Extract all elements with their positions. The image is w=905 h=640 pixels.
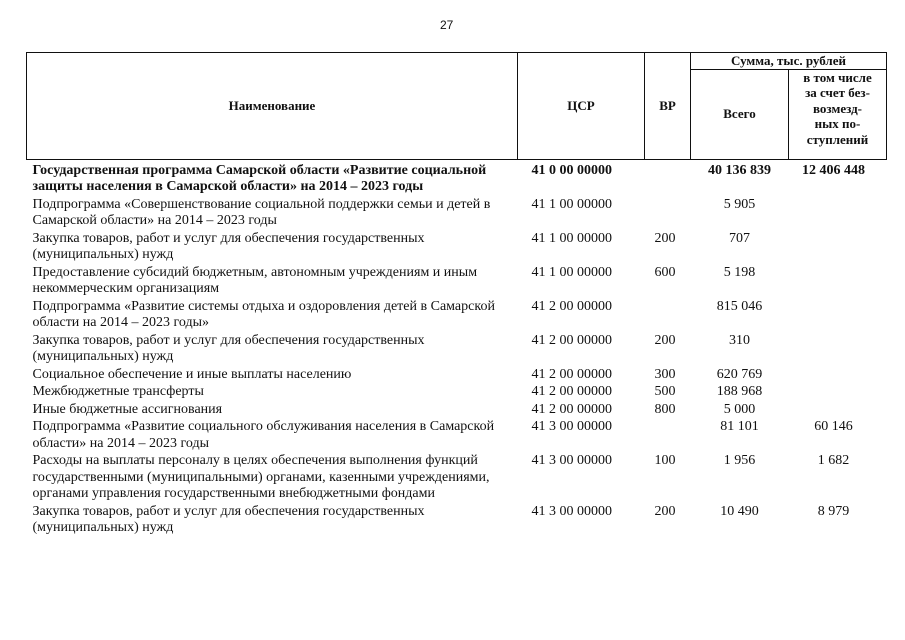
page-number: 27 [440, 18, 454, 32]
table-row [27, 419, 887, 453]
row-name: Иные бюджетные ассигнования [32, 401, 223, 417]
table-row [27, 453, 887, 504]
row-total: 10 490 [720, 503, 759, 519]
row-name: Закупка товаров, работ и услуг для обеспечения государственных (муниципальных) нужд [32, 503, 425, 535]
row-vr: 100 [654, 453, 676, 468]
table-row [27, 159, 887, 197]
row-vr: 600 [654, 264, 676, 280]
row-csr: 41 1 00 00000 [531, 230, 612, 246]
row-csr: 41 3 00 00000 [531, 503, 612, 519]
row-name: Государственная программа Самарской области «Развитие социальной защиты населения в Самарской области» на 2014 – 2023 годы [27, 159, 518, 197]
row-total: 1 956 [723, 453, 756, 468]
row-gratis [789, 402, 887, 420]
table-row [27, 231, 887, 265]
row-vr: 200 [654, 332, 676, 348]
row-vr: 200 [654, 503, 676, 519]
header-gratis-line: ступлений [806, 131, 869, 147]
row-name: Закупка товаров, работ и услуг для обеспечения государственных (муниципальных) нужд [32, 332, 425, 364]
row-csr: 41 1 00 00000 [531, 196, 612, 212]
row-name: Подпрограмма «Развитие социального обслуживания населения в Самарской области» на 2014 – 2023 годы [32, 419, 495, 451]
row-gratis [789, 384, 887, 402]
row-gratis: 12 406 448 [789, 159, 887, 197]
row-name: Расходы на выплаты персоналу в целях обеспечения выполнения функций государственными (муниципальными) органами, казенными учреждениями, органами управления государственными внебюджетными фондами [32, 453, 490, 501]
row-total: 5 905 [723, 196, 756, 212]
header-gratis-line: возмезд- [813, 100, 862, 116]
row-total: 310 [729, 332, 750, 348]
row-gratis [789, 197, 887, 231]
row-total: 188 968 [716, 384, 763, 399]
row-name: Социальное обеспечение и иные выплаты населению [32, 366, 352, 382]
row-csr: 41 2 00 00000 [531, 401, 612, 417]
row-gratis [789, 299, 887, 333]
row-vr [645, 299, 691, 333]
header-gratis-line: ных по- [814, 116, 861, 131]
row-gratis [789, 333, 887, 367]
row-total: 815 046 [716, 298, 763, 314]
table-row [27, 299, 887, 333]
header-total: Всего [691, 69, 789, 159]
row-csr: 41 2 00 00000 [531, 332, 612, 348]
row-vr: 200 [654, 230, 676, 246]
row-name: Подпрограмма «Совершенствование социальной поддержки семьи и детей в Самарской области» на 2014 – 2023 годы [32, 196, 491, 228]
row-csr: 41 2 00 00000 [531, 298, 612, 314]
row-vr [645, 419, 691, 453]
row-csr: 41 2 00 00000 [531, 384, 612, 399]
row-vr [645, 197, 691, 231]
row-name: Закупка товаров, работ и услуг для обеспечения государственных (муниципальных) нужд [32, 230, 425, 262]
row-total: 81 101 [720, 419, 759, 434]
header-gratis [789, 69, 887, 159]
header-gratis-line: в том числе [803, 69, 872, 85]
row-csr: 41 3 00 00000 [531, 453, 612, 468]
header-sum-group: Сумма, тыс. рублей [691, 53, 887, 70]
row-csr: 41 1 00 00000 [531, 264, 612, 280]
table-header [27, 53, 887, 160]
header-name: Наименование [27, 53, 518, 160]
table-row [27, 384, 887, 402]
row-total: 707 [729, 230, 750, 246]
row-vr: 300 [654, 366, 676, 382]
row-gratis: 1 682 [817, 453, 850, 468]
header-vr: ВР [645, 53, 691, 160]
row-vr: 500 [654, 384, 676, 399]
table-row [27, 265, 887, 299]
row-gratis: 60 146 [814, 419, 853, 434]
table-row [27, 402, 887, 420]
table-row [27, 367, 887, 385]
row-gratis [789, 231, 887, 265]
row-gratis: 8 979 [817, 503, 850, 519]
row-total: 5 000 [723, 401, 756, 417]
table-row [27, 197, 887, 231]
row-vr: 800 [654, 401, 676, 417]
row-name: Предоставление субсидий бюджетным, автономным учреждениям и иным некоммерческим организациям [32, 264, 478, 296]
row-total: 40 136 839 [691, 159, 789, 197]
row-name: Подпрограмма «Развитие системы отдыха и оздоровления детей в Самарской области на 2014 – 2023 годы» [32, 298, 495, 330]
table-body [27, 159, 887, 538]
header-csr: ЦСР [518, 53, 645, 160]
table-row [27, 504, 887, 538]
row-total: 5 198 [723, 264, 756, 280]
header-gratis-line: за счет без- [805, 85, 870, 100]
row-csr: 41 2 00 00000 [531, 366, 612, 382]
budget-table [26, 52, 887, 538]
row-name: Межбюджетные трансферты [32, 384, 204, 399]
table-row [27, 333, 887, 367]
row-gratis [789, 265, 887, 299]
row-vr [645, 159, 691, 197]
row-csr: 41 3 00 00000 [531, 419, 612, 434]
row-total: 620 769 [716, 366, 763, 382]
row-csr: 41 0 00 00000 [518, 159, 645, 197]
row-gratis [789, 367, 887, 385]
